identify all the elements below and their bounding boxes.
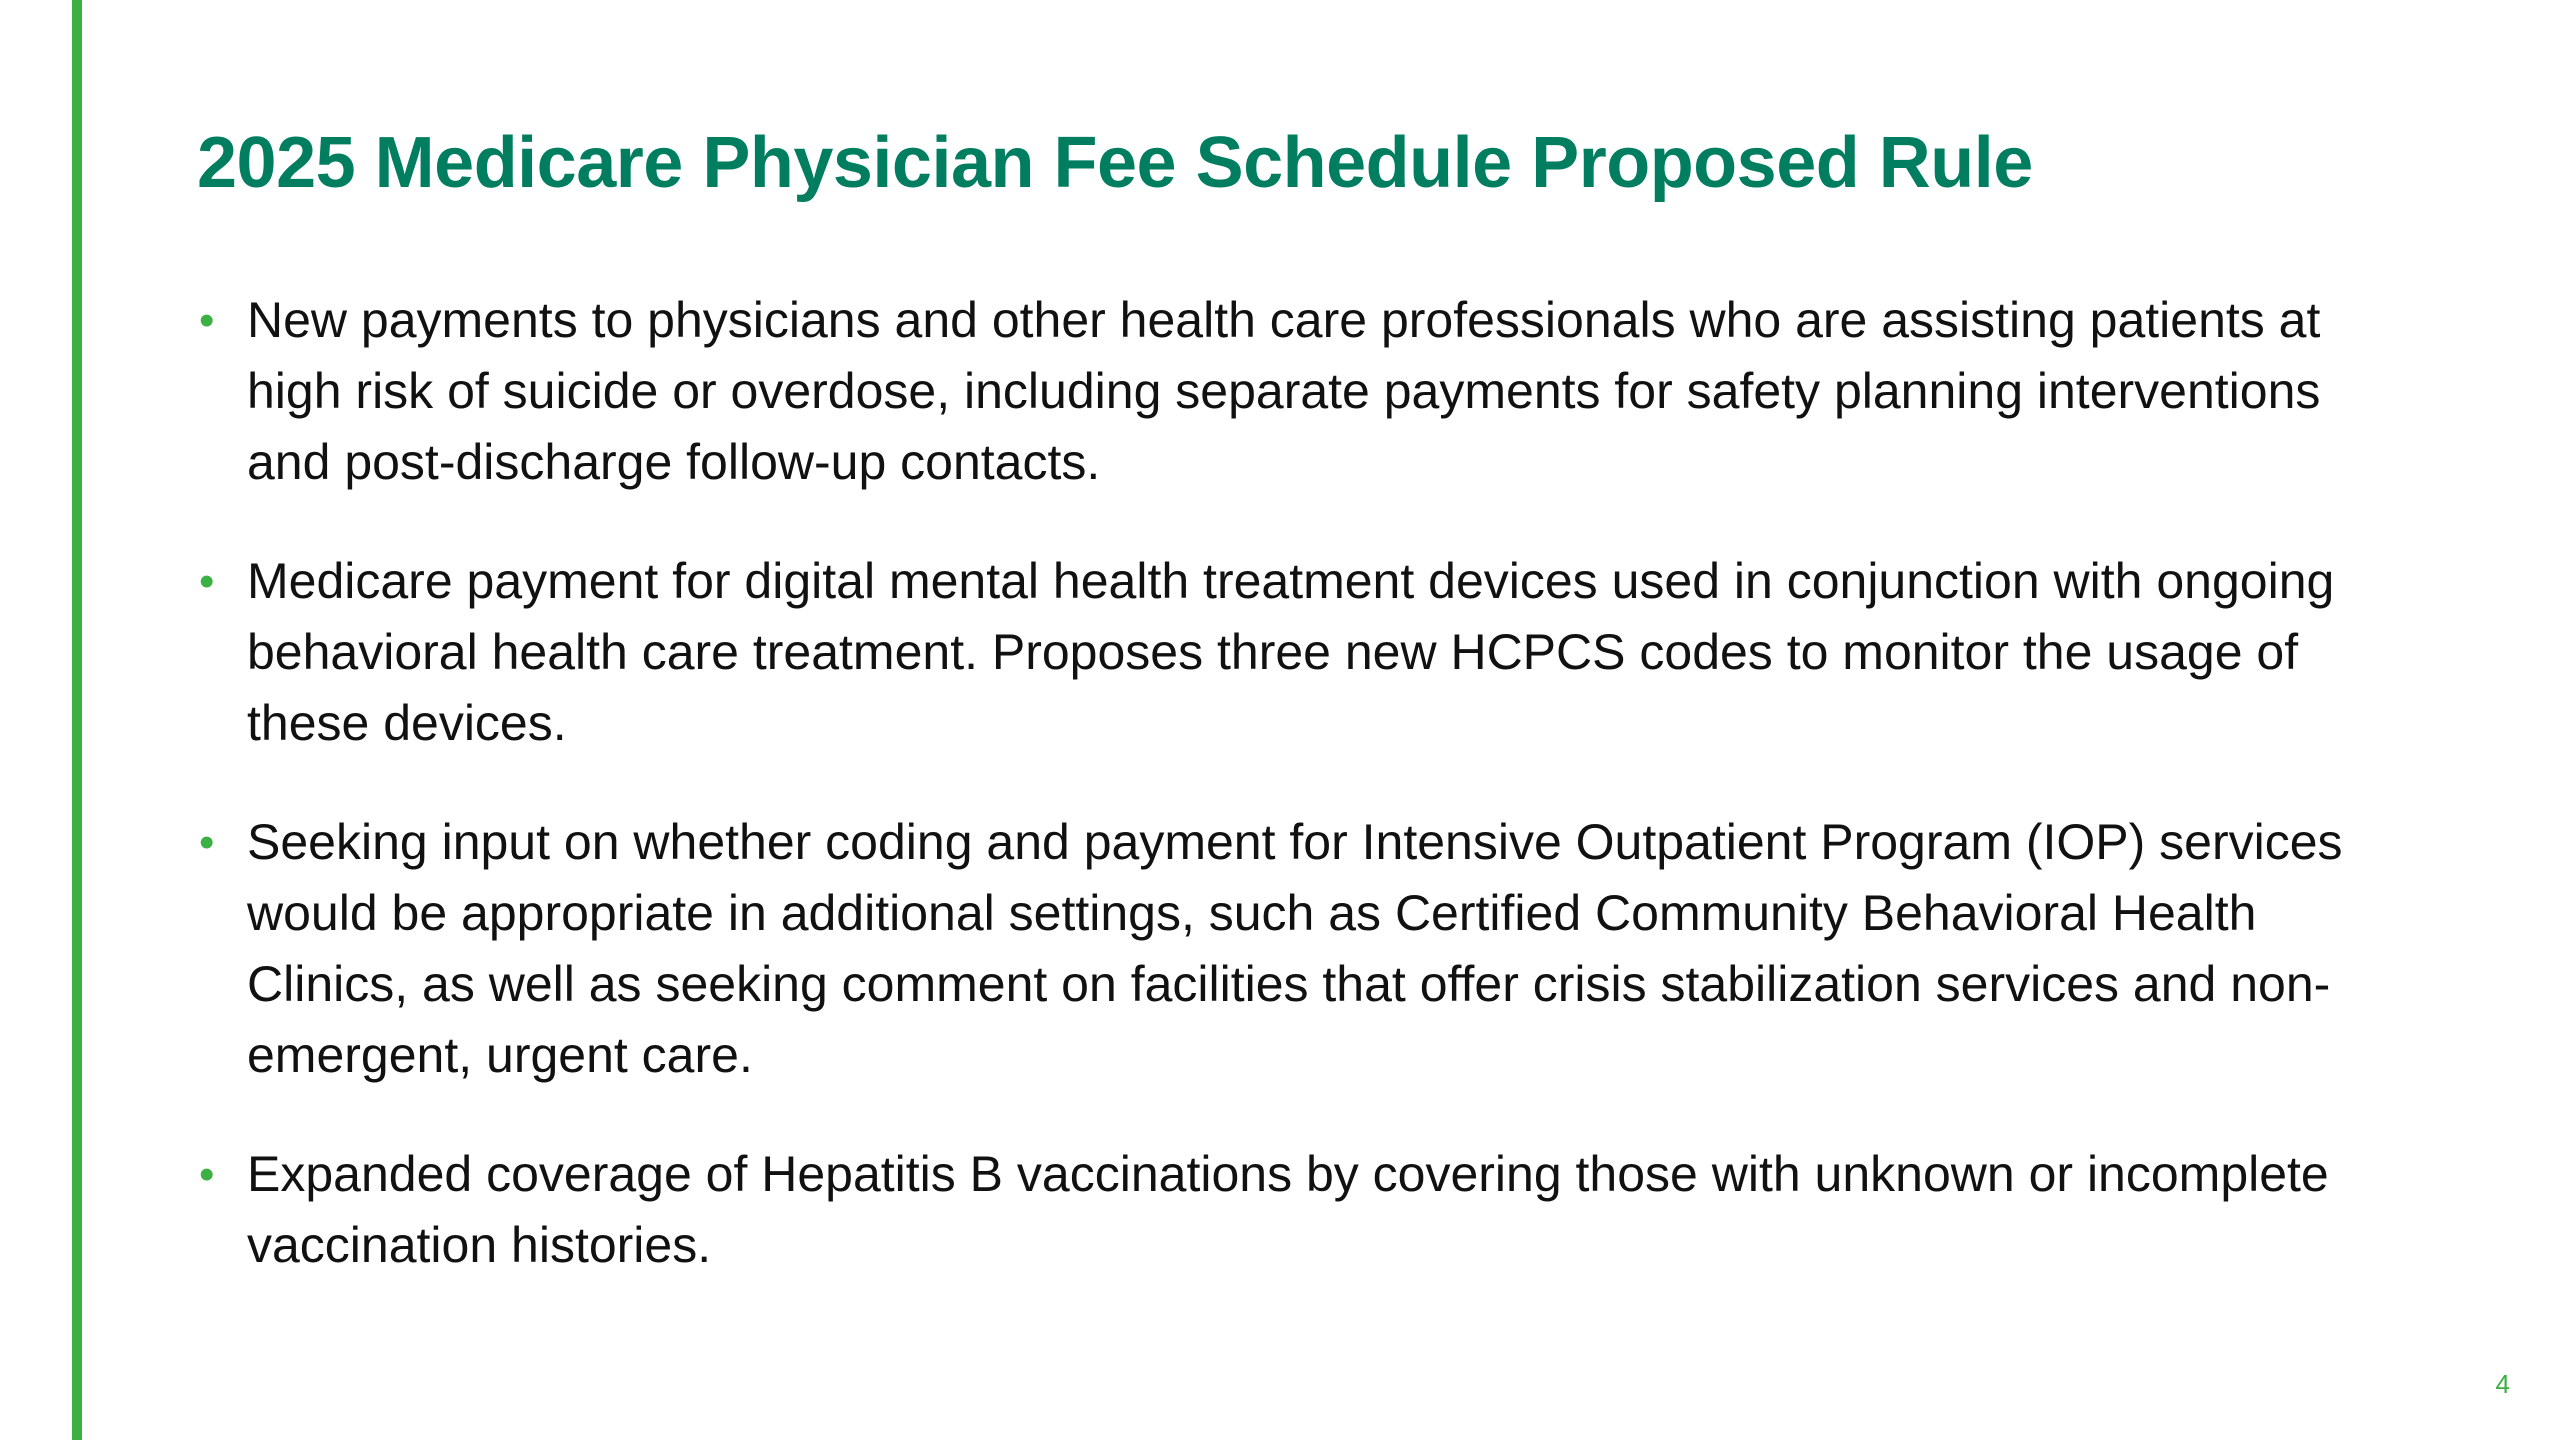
page-number: 4 bbox=[2495, 1369, 2510, 1399]
bullet-item bbox=[197, 285, 2417, 498]
bullet-text: Expanded coverage of Hepatitis B vaccinations by covering those with unknown or incomplete vaccination histories. bbox=[247, 1146, 2329, 1273]
left-accent-bar bbox=[72, 0, 82, 1440]
bullet-marker: • bbox=[199, 818, 215, 867]
bullet-marker: • bbox=[199, 557, 215, 606]
bullet-marker: • bbox=[199, 296, 215, 345]
bullet-item bbox=[197, 807, 2417, 1091]
bullet-text: Medicare payment for digital mental health treatment devices used in conjunction with ongoing behavioral health care treatment. Proposes three new HCPCS codes to monitor the usage of these devices. bbox=[247, 553, 2335, 751]
bullet-marker: • bbox=[199, 1150, 215, 1199]
bullet-list bbox=[197, 285, 2417, 1329]
bullet-item bbox=[197, 546, 2417, 759]
bullet-text: New payments to physicians and other health care professionals who are assisting patients at high risk of suicide or overdose, including separate payments for safety planning interventions and post-discharge follow-up contacts. bbox=[247, 292, 2321, 490]
slide-title: 2025 Medicare Physician Fee Schedule Proposed Rule bbox=[197, 123, 2033, 203]
bullet-item bbox=[197, 1139, 2417, 1281]
bullet-text: Seeking input on whether coding and payment for Intensive Outpatient Program (IOP) services would be appropriate in additional settings, such as Certified Community Behavioral Health Clinics, as well as seeking comment on facilities that offer crisis stabilization services and non-emergent, urgent care. bbox=[247, 814, 2343, 1083]
